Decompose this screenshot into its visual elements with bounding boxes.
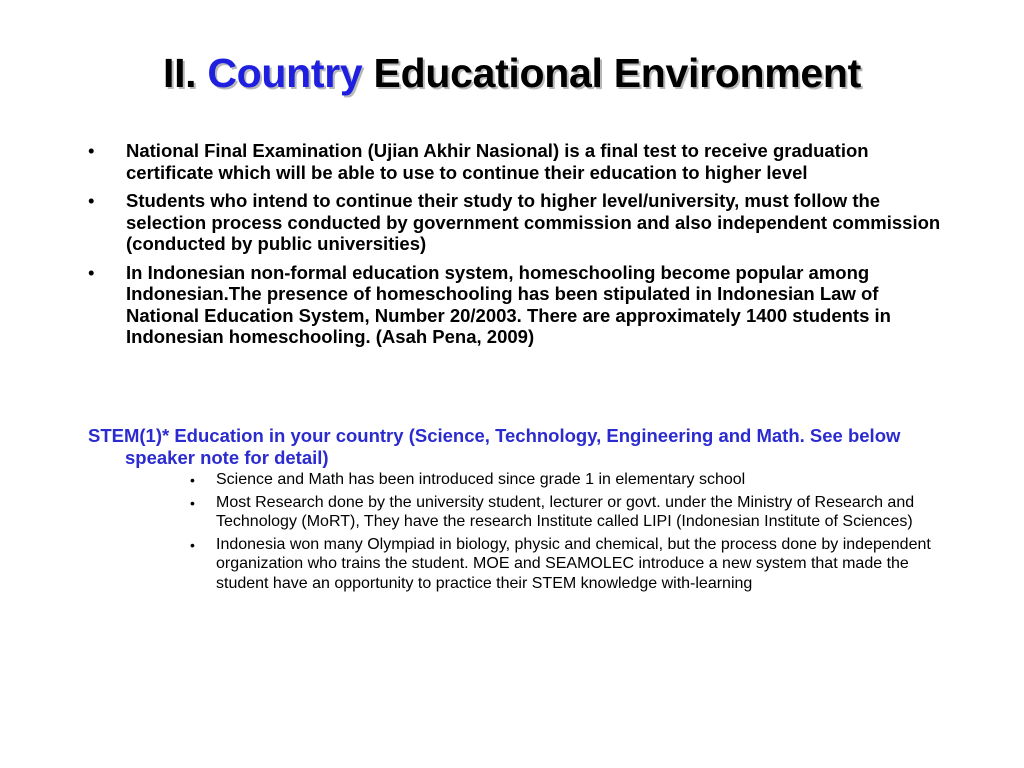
bullet-icon: •: [88, 140, 95, 161]
list-item: [88, 140, 946, 183]
bullet-icon: •: [88, 190, 95, 211]
title-accent-word: Country: [207, 50, 363, 96]
sub-bullet-text: Most Research done by the university student, lecturer or govt. under the Ministry of Research and Technology (MoRT), They have the research Institute called LIPI (Indonesian Institute of Sciences): [216, 493, 915, 530]
bullet-text: National Final Examination (Ujian Akhir Nasional) is a final test to receive graduation certificate which will be able to use to continue their education to higher level: [126, 140, 869, 183]
bullet-icon: •: [190, 494, 195, 511]
list-item: [88, 262, 946, 348]
bullet-icon: •: [88, 261, 95, 283]
list-item: [88, 190, 946, 255]
title-rest: Educational Environment: [373, 50, 861, 96]
slide-title: [0, 50, 1024, 97]
list-item: [190, 535, 950, 594]
title-prefix: II.: [163, 50, 197, 96]
stem-sub-bullet-list: [190, 470, 950, 596]
main-bullet-list: [88, 140, 946, 355]
list-item: [190, 470, 950, 490]
list-item: [190, 493, 950, 532]
bullet-icon: •: [190, 536, 195, 553]
sub-bullet-text: Science and Math has been introduced since grade 1 in elementary school: [216, 471, 746, 488]
bullet-icon: •: [190, 472, 195, 488]
bullet-text: In Indonesian non-formal education system, homeschooling become popular among Indonesian.The presence of homeschooling has been stipulated in Indonesian Law of National Education System, Number 20/2003. There are approximately 1400 students in Indonesian homeschooling. (Asah Pena, 2009): [126, 261, 891, 347]
bullet-text: Students who intend to continue their study to higher level/university, must follow the selection process conducted by government commission and also independent commission (conducted by public universities): [126, 190, 941, 254]
stem-heading: STEM(1)* Education in your country (Science, Technology, Engineering and Math. See below speaker note for detail): [88, 425, 901, 468]
sub-bullet-text: Indonesia won many Olympiad in biology, physic and chemical, but the process done by independent organization who trains the student. MOE and SEAMOLEC introduce a new system that made the student have an opportunity to practice their STEM knowledge with-learning: [216, 535, 931, 592]
